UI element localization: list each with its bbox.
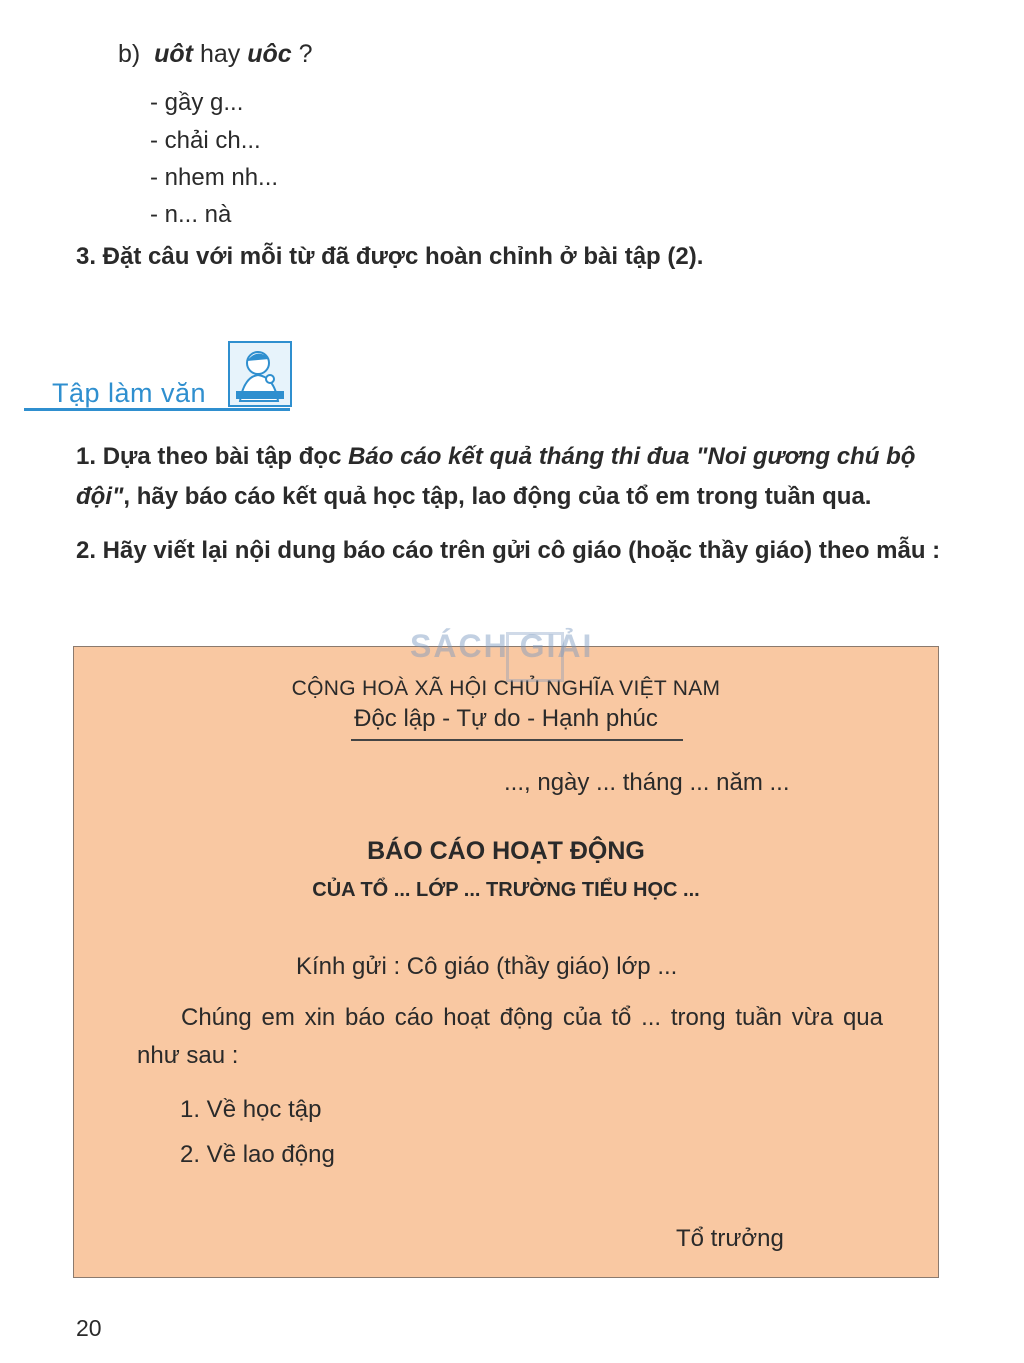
exercise-b-item: - nhem nh... (150, 164, 279, 191)
report-body: Chúng em xin báo cáo hoạt động của tổ ... trong tuần vừa qua như sau : (137, 1004, 883, 1069)
task-1-text-before: Dựa theo bài tập đọc (102, 443, 342, 470)
exercise-b-prompt (118, 40, 313, 69)
report-template (73, 646, 939, 1278)
page-number: 20 (76, 1315, 102, 1341)
connector-word: hay (199, 40, 241, 68)
question-mark: ? (298, 40, 313, 68)
report-nation: CỘNG HOÀ XÃ HỘI CHỦ NGHĨA VIỆT NAM (291, 677, 721, 700)
report-motto: Độc lập - Tự do - Hạnh phúc (354, 705, 658, 732)
report-date: ..., ngày ... tháng ... năm ... (504, 769, 790, 796)
exercise-3: 3. Đặt câu với mỗi từ đã được hoàn chỉnh ở bài tập (2). (76, 243, 704, 270)
exercise-b-item: - chải ch... (150, 127, 261, 154)
report-signature: Tổ trưởng (676, 1225, 784, 1252)
section-title: Tập làm văn (52, 378, 207, 408)
task-1-reading-title: Báo cáo kết quả tháng thi đua "Noi gương chú bộ đội" (76, 443, 916, 510)
child-reading-icon (228, 341, 292, 407)
report-subtitle: CỦA TỔ ... LỚP ... TRƯỜNG TIỂU HỌC ... (312, 879, 700, 901)
report-section-study: 1. Về học tập (180, 1096, 322, 1123)
motto-underline (351, 739, 683, 741)
report-section-labor: 2. Về lao động (180, 1141, 335, 1168)
watermark: SÁCH GIẢI (410, 628, 594, 664)
option-uoc: uôc (247, 40, 292, 68)
task-1 (76, 437, 956, 517)
report-recipient: Kính gửi : Cô giáo (thầy giáo) lớp ... (296, 953, 678, 980)
exercise-b-item: - n... nà (150, 201, 232, 228)
task-2: 2. Hãy viết lại nội dung báo cáo trên gửi cô giáo (hoặc thầy giáo) theo mẫu : (76, 537, 941, 564)
report-title: BÁO CÁO HOẠT ĐỘNG (367, 837, 645, 865)
exercise-b-label: b) (118, 40, 141, 68)
task-1-number: 1. (76, 443, 97, 470)
exercise-b-item: - gầy g... (150, 89, 244, 116)
task-1-text-after: , hãy báo cáo kết quả học tập, lao động của tổ em trong tuần qua. (123, 483, 872, 510)
option-uot: uôt (154, 40, 194, 68)
